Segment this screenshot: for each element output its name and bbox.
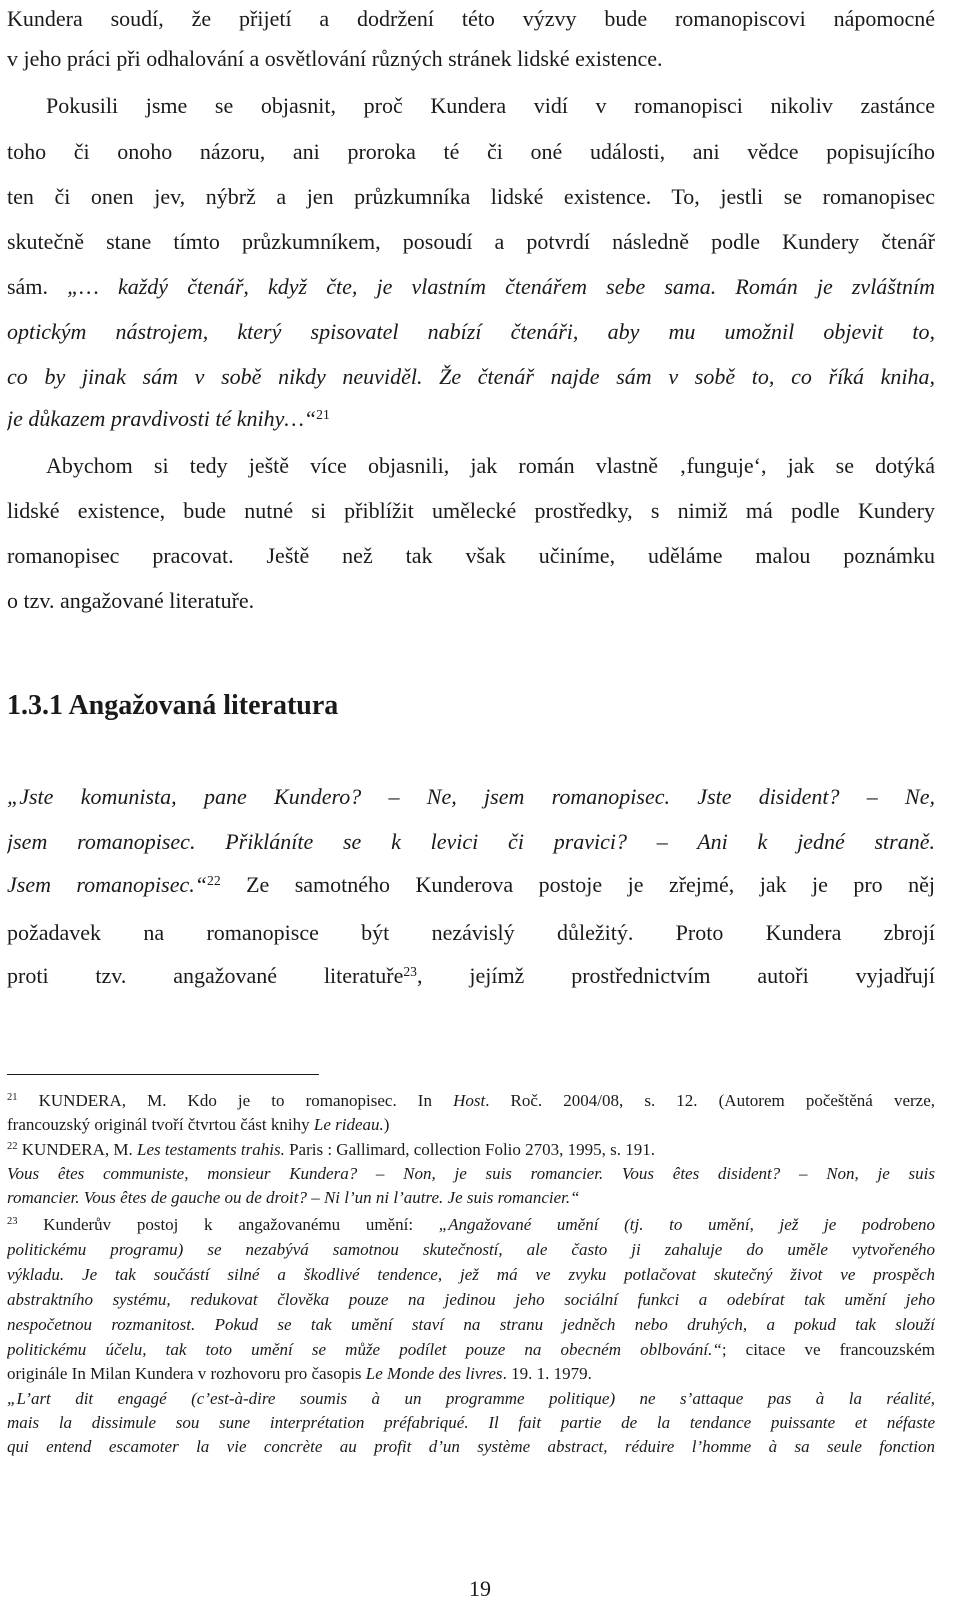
text-run: Kundera soudí, že přijetí a dodržení této výzvy bude romanopiscovi nápomocné — [7, 6, 935, 31]
text-run: Host — [453, 1091, 486, 1110]
paragraph-line — [7, 782, 935, 812]
text-run: romanopisec pracovat. Ještě než tak však učiníme, uděláme malou poznámku — [7, 543, 935, 568]
paragraph-line — [7, 362, 935, 392]
text-run: francouzský originál tvoří čtvrtou část knihy — [7, 1115, 314, 1134]
text-run: qui entend escamoter la vie concrète au profit d’un système abstract, réduire l’homme à sa seule fonction — [7, 1437, 935, 1456]
text-run: mais la dissimule sou sune interprétation préfabriqué. Il fait partie de la tendance puissante et néfaste — [7, 1413, 935, 1432]
quote-run: „… každý čtenář, když čte, je vlastním čtenářem sebe sama. Román je zvláštním — [67, 274, 935, 299]
paragraph-line — [7, 496, 935, 526]
paragraph-line — [46, 91, 935, 121]
quote-run: je důkazem pravdivosti té knihy…“ — [7, 406, 317, 431]
paragraph-line — [7, 586, 935, 616]
footnote-ref-23[interactable]: 23 — [403, 963, 417, 979]
text-run: ; citace ve francouzském — [721, 1340, 935, 1359]
text-run: Pokusili jsme se objasnit, proč Kundera vidí v romanopisci nikoliv zastánce — [46, 93, 935, 118]
text-run: politickému účelu, tak toto umění se může podílet pouze na obecném oblbování.“ — [7, 1340, 722, 1359]
paragraph-line — [7, 227, 935, 257]
text-run: skutečně stane tímto průzkumníkem, posoudí a potvrdí následně podle Kundery čtenář — [7, 229, 935, 254]
footnote-line — [7, 1238, 935, 1262]
text-run: toho či onoho názoru, ani proroka té či oné události, ani vědce popisujícího — [7, 139, 935, 164]
footnote-ref-21[interactable]: 21 — [316, 406, 330, 422]
footnote-23 — [7, 1213, 935, 1237]
paragraph-line — [7, 182, 935, 212]
footnote-line — [7, 1313, 935, 1337]
quote-run: co by jinak sám v sobě nikdy neuviděl. Že čtenář najde sám v sobě to, co říká kniha, — [7, 364, 935, 389]
footnote-21 — [7, 1089, 935, 1113]
footnote-line — [7, 1387, 935, 1411]
text-run: nespočetnou rozmanitost. Pokud se tak umění staví na stranu jedněch nebo druhých, a pokud tak slouží — [7, 1315, 935, 1334]
paragraph-line — [7, 961, 935, 991]
text-run: „L’art dit engagé (c’est-à-dire soumis à un programme politique) ne s’attaque pas à la réalité, — [7, 1389, 935, 1408]
text-run: lidské existence, bude nutné si přiblížit umělecké prostředky, s nimiž má podle Kundery — [7, 498, 935, 523]
text-run: Le Monde des livres — [365, 1364, 503, 1383]
paragraph-line — [7, 827, 935, 857]
paragraph-line — [7, 317, 935, 347]
text-run: politickému programu) se nezabývá samotnou skutečností, ale často ji zahaluje do uměle vytvořeného — [7, 1240, 935, 1259]
footnote-line — [7, 1435, 935, 1459]
paragraph-line — [7, 44, 935, 74]
footnote-line — [7, 1362, 935, 1386]
text-run: proti tzv. angažované literatuře — [7, 963, 404, 988]
quote-run: „Jste komunista, pane Kundero? – Ne, jsem romanopisec. Jste disident? – Ne, — [7, 784, 935, 809]
text-run: požadavek na romanopisce být nezávislý důležitý. Proto Kundera zbrojí — [7, 920, 935, 945]
paragraph-line — [46, 451, 935, 481]
footnote-line — [7, 1263, 935, 1287]
paragraph-line — [7, 4, 935, 34]
paragraph-line — [7, 918, 935, 948]
footnote-line — [7, 1162, 935, 1186]
footnote-line — [7, 1186, 935, 1210]
text-run: ten či onen jev, nýbrž a jen průzkumníka lidské existence. To, jestli se romanopisec — [7, 184, 935, 209]
text-run: o tzv. angažované literatuře. — [7, 588, 255, 613]
text-run: Le rideau. — [313, 1115, 384, 1134]
text-run: Abychom si tedy ještě více objasnili, jak román vlastně ‚funguje‘, jak se dotýká — [46, 453, 935, 478]
footnote-number: 23 — [7, 1216, 18, 1228]
quote-run: Jsem romanopisec.“ — [7, 872, 207, 897]
text-run: Ze samotného Kunderova postoje je zřejmé, jak je pro něj — [220, 872, 935, 897]
quote-run: jsem romanopisec. Přikláníte se k levici či pravici? – Ani k jedné straně. — [7, 829, 935, 854]
text-run: Vous êtes communiste, monsieur Kundera? – Non, je suis romancier. Vous êtes disident? – Non, je suis — [7, 1164, 935, 1183]
text-run: Kunderův postoj k angažovanému umění: — [17, 1215, 439, 1234]
text-run: Paris : Gallimard, collection Folio 2703, 1995, s. 191. — [284, 1140, 656, 1159]
text-run: KUNDERA, M. — [17, 1140, 138, 1159]
text-run: abstraktního systému, redukovat člověka pouze na jedinou jeho sociální funkci a odebírat tak umění jeho — [7, 1290, 935, 1309]
text-run: . 19. 1. 1979. — [502, 1364, 592, 1383]
text-run: Les testaments trahis. — [137, 1140, 285, 1159]
paragraph-line — [7, 541, 935, 571]
quote-run: optickým nástrojem, který spisovatel nabízí čtenáři, aby mu umožnil objevit to, — [7, 319, 935, 344]
page-number: 19 — [469, 1576, 491, 1601]
text-run: , jejímž prostřednictvím autoři vyjadřují — [416, 963, 935, 988]
text-run: výkladu. Je tak součástí silné a škodlivé tendence, jež má ve zvyku potlačovat skutečný život ve prospěch — [7, 1265, 935, 1284]
paragraph-line — [7, 870, 935, 900]
footnote-line — [7, 1113, 935, 1137]
paragraph-line — [7, 272, 935, 302]
text-run: sám. — [7, 274, 68, 299]
footnote-ref-22[interactable]: 22 — [207, 872, 221, 888]
paragraph-line — [7, 404, 935, 434]
text-run: KUNDERA, M. Kdo je to romanopisec. In — [17, 1091, 454, 1110]
footnote-line — [7, 1288, 935, 1312]
text-run: romancier. Vous êtes de gauche ou de droit? – Ni l’un ni l’autre. Je suis romancier.“ — [7, 1188, 580, 1207]
footnote-number: 22 — [7, 1141, 18, 1153]
paragraph-line — [7, 137, 935, 167]
footnote-number: 21 — [7, 1092, 18, 1104]
text-run: „Angažované umění (tj. to umění, jež je podrobeno — [438, 1215, 935, 1234]
text-run: . Roč. 2004/08, s. 12. (Autorem počeštěná verze, — [485, 1091, 935, 1110]
text-run: ) — [383, 1115, 390, 1134]
section-heading: 1.3.1 Angažovaná literatura — [7, 690, 339, 721]
footnote-22 — [7, 1138, 935, 1162]
text-run: v jeho práci při odhalování a osvětlování různých stránek lidské existence. — [7, 46, 663, 71]
footnote-line — [7, 1411, 935, 1435]
text-run: originále In Milan Kundera v rozhovoru pro časopis — [7, 1364, 366, 1383]
footnote-separator — [7, 1074, 319, 1075]
footnote-line — [7, 1338, 935, 1362]
